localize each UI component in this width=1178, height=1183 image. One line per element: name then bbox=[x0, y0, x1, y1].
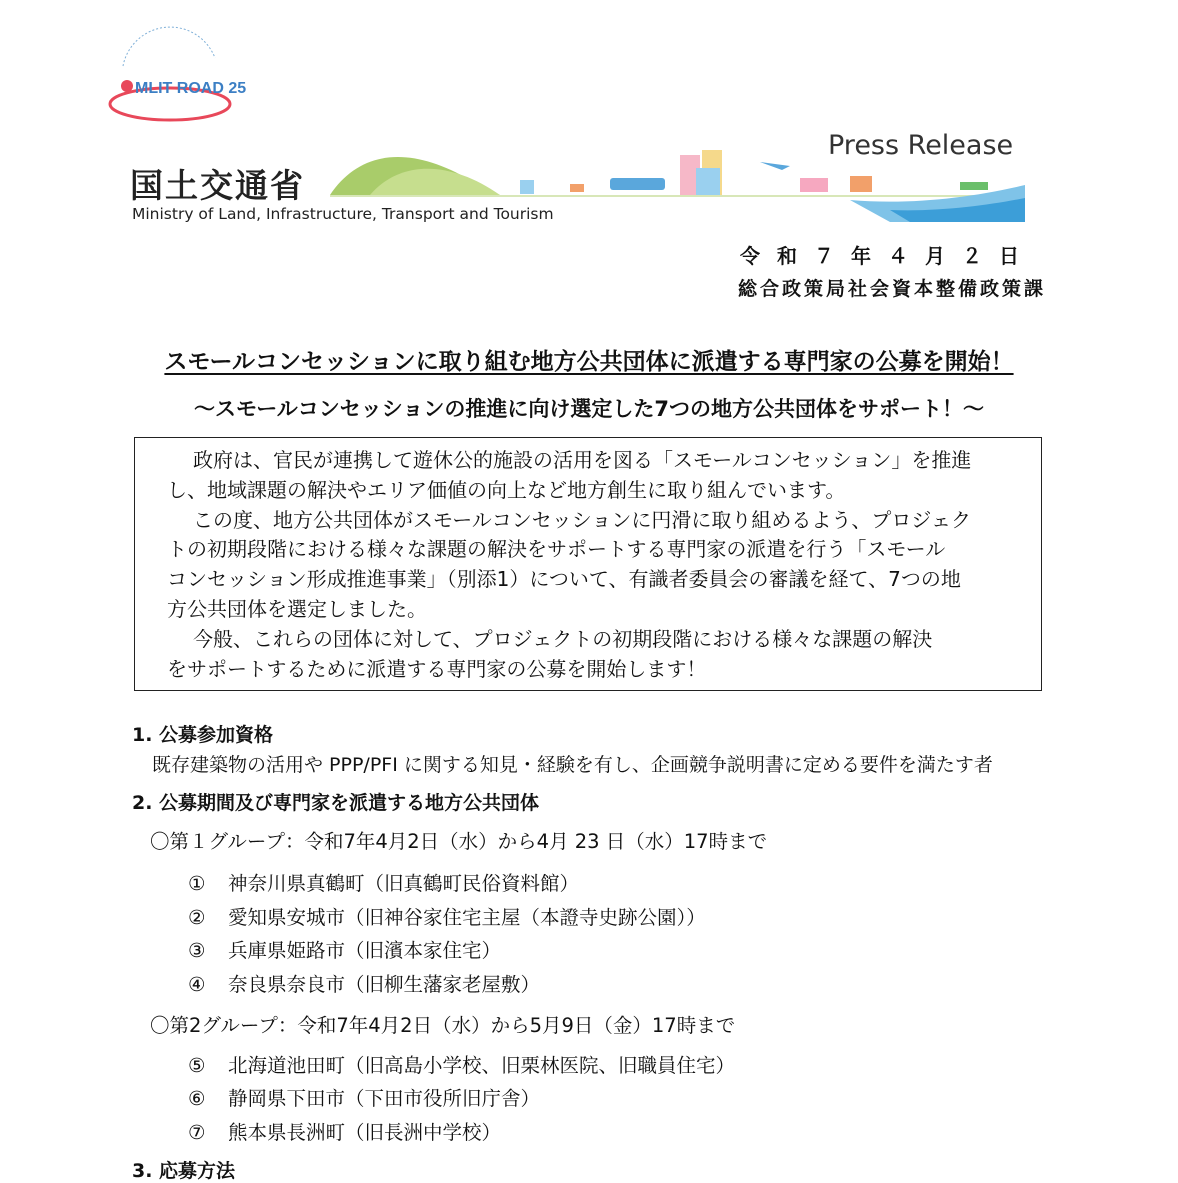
svg-text:MLIT ROAD 25: MLIT ROAD 25 bbox=[135, 80, 247, 97]
header-banner-illustration bbox=[330, 150, 1025, 222]
list-item: ① 神奈川県真鶴町（旧真鶴町民俗資料館） bbox=[188, 872, 580, 895]
summary-line: この度、地方公共団体がスモールコンセッションに円滑に取り組めるよう、プロジェク bbox=[193, 507, 971, 532]
summary-line: をサポートするために派遣する専門家の公募を開始します！ bbox=[167, 656, 707, 681]
section-1-heading: 1. 公募参加資格 bbox=[132, 724, 274, 746]
summary-line: 政府は、官民が連携して遊休公的施設の活用を図る「スモールコンセッション」を推進 bbox=[193, 448, 972, 472]
summary-line: 今般、これらの団体に対して、プロジェクトの初期段階における様々な課題の解決 bbox=[193, 626, 933, 651]
ministry-name-en: Ministry of Land, Infrastructure, Transport and Tourism bbox=[132, 205, 554, 223]
ministry-name-jp: 国土交通省 bbox=[130, 166, 305, 205]
document-subtitle: ～スモールコンセッションの推進に向け選定した7つの地方公共団体をサポート！～ bbox=[194, 397, 984, 421]
group-2-label: 〇第2グループ：令和7年4月2日（水）から5月9日（金）17時まで bbox=[150, 1014, 736, 1037]
release-date: 令和７年４月２日 bbox=[740, 244, 1036, 268]
press-release-label: Press Release bbox=[828, 130, 1014, 161]
document-title: スモールコンセッションに取り組む地方公共団体に派遣する専門家の公募を開始！ bbox=[164, 349, 1014, 375]
list-item: ③ 兵庫県姫路市（旧濱本家住宅） bbox=[188, 939, 502, 962]
section-1-text: 既存建築物の活用や PPP/PFI に関する知見・経験を有し、企画競争説明書に定める要件を満たす者 bbox=[152, 754, 993, 776]
list-item: ② 愛知県安城市（旧神谷家住宅主屋（本證寺史跡公園）） bbox=[188, 906, 706, 929]
summary-line: 方公共団体を選定しました。 bbox=[167, 596, 427, 621]
summary-line: トの初期段階における様々な課題の解決をサポートする専門家の派遣を行う「スモール bbox=[167, 537, 946, 562]
list-item: ④ 奈良県奈良市（旧柳生藩家老屋敷） bbox=[188, 973, 541, 996]
department-name: 総合政策局社会資本整備政策課 bbox=[738, 278, 1047, 300]
section-3-heading: 3. 応募方法 bbox=[132, 1160, 236, 1182]
list-item: ⑤ 北海道池田町（旧高島小学校、旧栗林医院、旧職員住宅） bbox=[188, 1054, 736, 1077]
summary-box bbox=[134, 437, 1042, 691]
summary-line: し、地域課題の解決やエリア価値の向上など地方創生に取り組んでいます。 bbox=[167, 477, 846, 502]
list-item: ⑥ 静岡県下田市（下田市役所旧庁舎） bbox=[188, 1087, 541, 1110]
summary-line: コンセッション形成推進事業」（別添1）について、有識者委員会の審議を経て、7つの地 bbox=[167, 567, 961, 592]
group-1-label: 〇第１グループ：令和7年4月2日（水）から4月 23 日（水）17時まで bbox=[150, 830, 768, 853]
mlit-road-25-logo bbox=[105, 38, 247, 138]
section-2-heading: 2. 公募期間及び専門家を派遣する地方公共団体 bbox=[132, 792, 540, 814]
list-item: ⑦ 熊本県長洲町（旧長洲中学校） bbox=[188, 1121, 502, 1144]
